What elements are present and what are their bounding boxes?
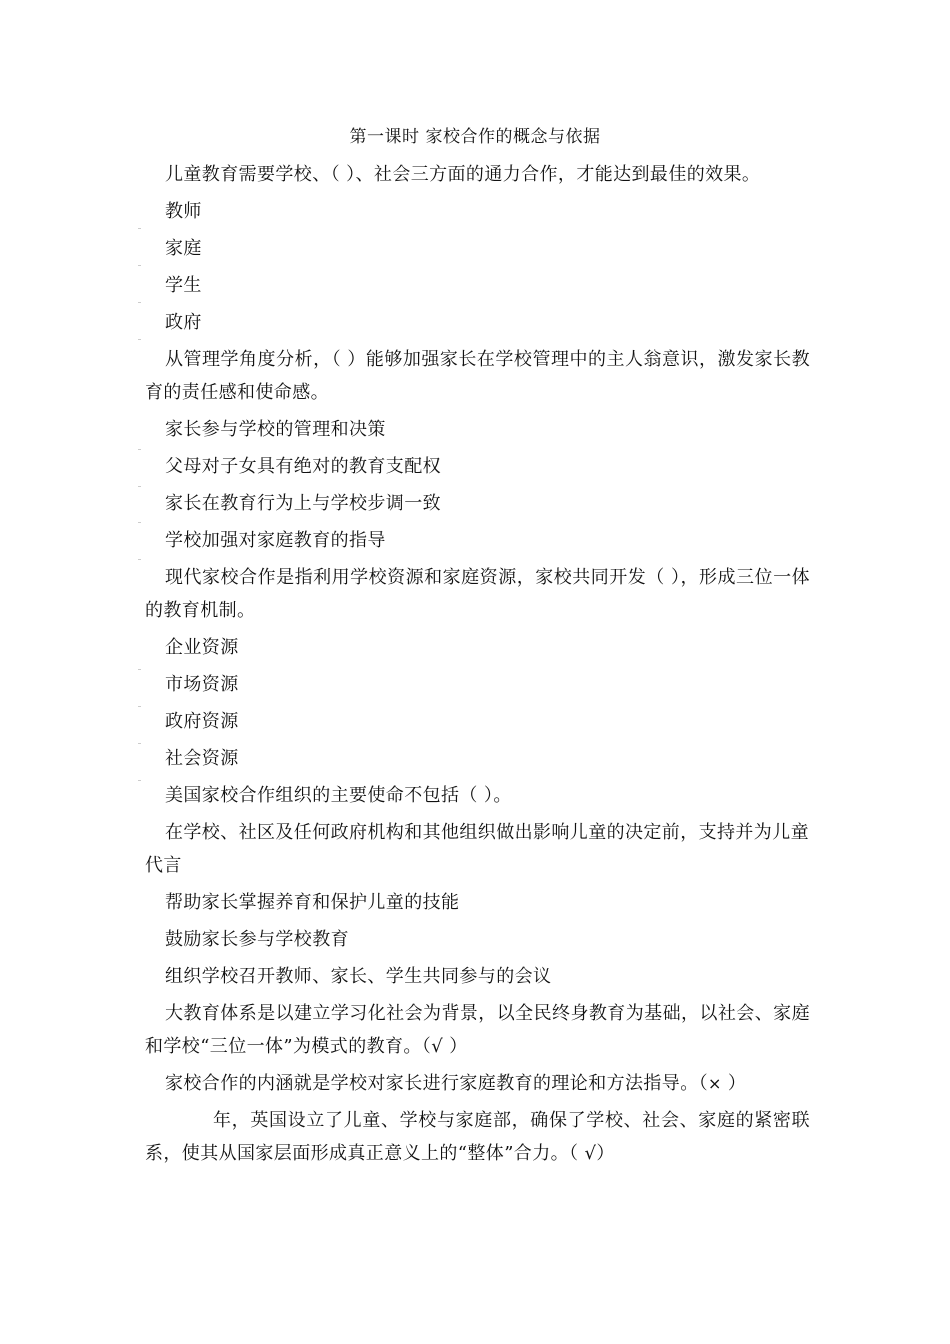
- margin-tick: [138, 486, 141, 487]
- question-option: 在学校、社区及任何政府机构和其他组织做出影响儿童的决定前，支持并为儿童代言: [145, 822, 809, 876]
- page-title: 第一课时 家校合作的概念与依据: [349, 127, 601, 147]
- question-option: 鼓励家长参与学校教育: [165, 929, 349, 950]
- margin-tick: [138, 302, 141, 303]
- question-4: [145, 779, 810, 993]
- question-option: 组织学校召开教师、家长、学生共同参与的会议: [165, 966, 552, 987]
- question-option: 学校加强对家庭教育的指导: [165, 530, 386, 551]
- margin-tick: [138, 339, 141, 340]
- margin-tick: [138, 706, 141, 707]
- question-3: [145, 561, 810, 775]
- question-stem: 从管理学角度分析，（ ）能够加强家长在学校管理中的主人翁意识，激发家长教育的责任感和使命感。: [145, 349, 810, 403]
- margin-tick: [138, 265, 141, 266]
- margin-tick: [138, 743, 141, 744]
- question-option: 社会资源: [165, 748, 239, 769]
- margin-tick: [138, 449, 141, 450]
- question-2: [145, 343, 810, 557]
- document-body: [145, 158, 810, 1174]
- question-option: 帮助家长掌握养育和保护儿童的技能: [165, 892, 460, 913]
- question-option: 学生: [165, 275, 202, 296]
- question-option: 父母对子女具有绝对的教育支配权: [165, 456, 441, 477]
- question-stem: 儿童教育需要学校、（ ）、社会三方面的通力合作，才能达到最佳的效果。: [165, 164, 761, 185]
- question-option: 政府: [165, 312, 202, 333]
- question-option: 家长在教育行为上与学校步调一致: [165, 493, 441, 514]
- judgment-item: 大教育体系是以建立学习化社会为背景，以全民终身教育为基础，以社会、家庭和学校“三位一体”为模式的教育。（√ ）: [145, 1003, 810, 1057]
- question-option: 政府资源: [165, 711, 239, 732]
- judgment-tail: ）: [721, 1073, 747, 1094]
- margin-tick: [138, 669, 141, 670]
- margin-tick: [138, 559, 141, 560]
- question-option: 企业资源: [165, 637, 239, 658]
- margin-tick: [138, 228, 141, 229]
- margin-tick: [138, 522, 141, 523]
- judgment-text: 家校合作的内涵就是学校对家长进行家庭教育的理论和方法指导。（: [165, 1073, 708, 1094]
- question-option: 家长参与学校的管理和决策: [165, 419, 386, 440]
- question-option: 家庭: [165, 238, 202, 259]
- question-stem: 美国家校合作组织的主要使命不包括（ ）。: [165, 785, 512, 806]
- question-stem: 现代家校合作是指利用学校资源和家庭资源，家校共同开发（ ），形成三位一体的教育机制。: [145, 567, 810, 621]
- question-option: 市场资源: [165, 674, 239, 695]
- question-option: 教师: [165, 201, 202, 222]
- judgment-item: [145, 1067, 810, 1100]
- cross-mark: ×: [708, 1074, 722, 1093]
- question-1: [145, 158, 810, 339]
- margin-tick: [138, 780, 141, 781]
- judgment-item: 年，英国设立了儿童、学校与家庭部，确保了学校、社会、家庭的紧密联系，使其从国家层面形成真正意义上的“整体”合力。（ √）: [145, 1110, 810, 1164]
